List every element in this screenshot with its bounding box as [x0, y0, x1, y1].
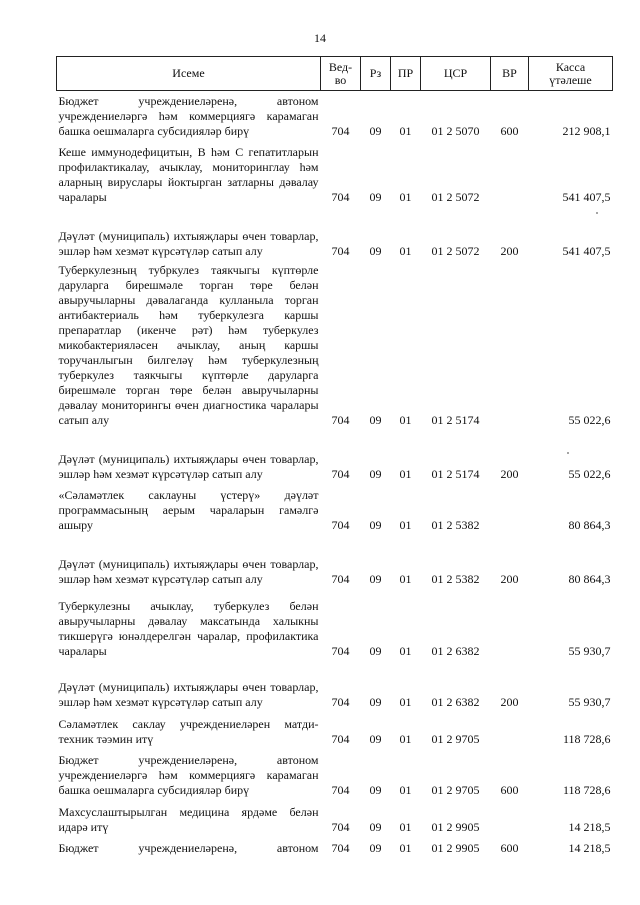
row-amount: 541 407,5: [562, 190, 611, 204]
row-ved: 704: [331, 695, 350, 709]
row-ved: 704: [331, 820, 350, 834]
header-pr: ПР: [391, 57, 421, 91]
row-name: «Сәламәтлек саклауны үстерү» дәүләт программасының аерым чараларын гамәлгә ашыру: [58, 488, 319, 532]
row-ved: 704: [331, 841, 350, 855]
row-csr: 01 2 5174: [431, 413, 480, 427]
row-vr: [491, 710, 529, 747]
table-row: [57, 428, 613, 482]
row-pr: 01: [399, 695, 412, 709]
page-number: 14: [314, 31, 326, 45]
row-name: Махсуслаштырылган медицина ярдәме белән идарә итү: [58, 805, 319, 834]
row-vr: 200: [500, 572, 519, 586]
table-row: [57, 139, 613, 205]
row-name: Бюджет учреждениеләренә, автоном учреждениеләргә һәм коммерциягә карамаган башка оешмаларга субсидияләр бирү: [58, 94, 319, 138]
row-ved: 704: [331, 783, 350, 797]
scan-speck: [596, 212, 598, 214]
row-amount: 14 218,5: [568, 820, 611, 834]
row-vr: 600: [500, 841, 519, 855]
row-vr: 600: [500, 124, 519, 138]
row-amount: 80 864,3: [568, 518, 611, 532]
row-csr: 01 2 6382: [431, 644, 480, 658]
table-row: [57, 205, 613, 259]
row-rz: 09: [369, 695, 382, 709]
row-rz: 09: [369, 841, 382, 855]
row-ved: 704: [331, 572, 350, 586]
row-rz: 09: [369, 244, 382, 258]
row-csr: 01 2 5382: [431, 518, 480, 532]
row-name: Бюджет учреждениеләренә, автоном: [58, 841, 319, 855]
row-name: Туберкулезның тубркулез таякчыгы күптөрле даруларга бирешмәле торган төре белән авыручыларны дәвалаганда кулланыла торган антибактериаль һәм туберкулезга каршы препаратлар (икенче рәт) һәм туберкулез микобактерияләсен ачыклау, аның каршы торучанлыгын билгеләү һәм туберкулезның туберкулез таякчыгы күптөрле даруларга бирешмәле торган төре белән авыручыларны дәвалау мониторингы өчен диагностика чаралары сатып алу: [58, 263, 319, 427]
row-pr: 01: [399, 732, 412, 746]
row-csr: 01 2 5174: [431, 467, 480, 481]
row-amount: 55 022,6: [568, 467, 611, 481]
row-amount: 212 908,1: [562, 124, 611, 138]
row-pr: 01: [399, 841, 412, 855]
row-csr: 01 2 5382: [431, 572, 480, 586]
row-vr: [491, 482, 529, 533]
header-csr: ЦСР: [421, 57, 491, 91]
row-rz: 09: [369, 732, 382, 746]
row-pr: 01: [399, 572, 412, 586]
header-name: Исеме: [57, 57, 321, 91]
row-name: Дәүләт (муниципаль) ихтыяҗлары өчен товарлар, эшләр һәм хезмәт күрсәтүләр сатып алу: [58, 680, 319, 709]
row-ved: 704: [331, 190, 350, 204]
row-amount: 55 930,7: [568, 644, 611, 658]
row-pr: 01: [399, 413, 412, 427]
row-pr: 01: [399, 518, 412, 532]
table-row: [57, 710, 613, 747]
header-kassa: Касса үтәлеше: [529, 57, 613, 91]
row-amount: 541 407,5: [562, 244, 611, 258]
row-name: Дәүләт (муниципаль) ихтыяҗлары өчен товарлар, эшләр һәм хезмәт күрсәтүләр сатып алу: [58, 229, 319, 258]
row-name: Дәүләт (муниципаль) ихтыяҗлары өчен товарлар, эшләр һәм хезмәт күрсәтүләр сатып алу: [58, 452, 319, 481]
row-rz: 09: [369, 413, 382, 427]
row-name: Дәүләт (муниципаль) ихтыяҗлары өчен товарлар, эшләр һәм хезмәт күрсәтүләр сатып алу: [58, 557, 319, 586]
row-csr: 01 2 5072: [431, 244, 480, 258]
row-csr: 01 2 9905: [431, 841, 480, 855]
row-pr: 01: [399, 783, 412, 797]
row-name: Туберкулезны ачыклау, туберкулез белән авыручыларны дәвалау максатында халыкны тикшерүгә юнәлдерелгән чаралар, профилактика чаралары: [58, 599, 319, 658]
row-ved: 704: [331, 467, 350, 481]
row-csr: 01 2 9705: [431, 783, 480, 797]
row-pr: 01: [399, 124, 412, 138]
table-row: [57, 91, 613, 140]
row-amount: 80 864,3: [568, 572, 611, 586]
row-csr: 01 2 5072: [431, 190, 480, 204]
row-ved: 704: [331, 518, 350, 532]
row-rz: 09: [369, 518, 382, 532]
row-ved: 704: [331, 244, 350, 258]
row-ved: 704: [331, 732, 350, 746]
row-csr: 01 2 6382: [431, 695, 480, 709]
header-ved: Вед- во: [321, 57, 361, 91]
row-csr: 01 2 9705: [431, 732, 480, 746]
row-pr: 01: [399, 467, 412, 481]
row-pr: 01: [399, 644, 412, 658]
row-rz: 09: [369, 124, 382, 138]
scan-speck: [567, 452, 569, 454]
table-row: [57, 482, 613, 533]
budget-table: [56, 56, 613, 859]
row-rz: 09: [369, 467, 382, 481]
row-amount: 118 728,6: [562, 783, 611, 797]
row-vr: [491, 259, 529, 428]
row-vr: [491, 798, 529, 835]
row-vr: 200: [500, 695, 519, 709]
table-row: [57, 587, 613, 659]
row-rz: 09: [369, 783, 382, 797]
table-row: [57, 533, 613, 587]
row-csr: 01 2 9905: [431, 820, 480, 834]
row-name: Сәламәтлек саклау учреждениеләрен матди-техник тәэмин итү: [58, 717, 319, 746]
row-rz: 09: [369, 644, 382, 658]
row-vr: 200: [500, 467, 519, 481]
table-row: [57, 659, 613, 710]
row-ved: 704: [331, 644, 350, 658]
row-name: Кеше иммунодефицитын, В һәм С гепатитларын профилактикалау, ачыклау, мониторинглау һәм аларның вируслары йоктырган затларны дәвалау чаралары: [58, 145, 319, 204]
row-rz: 09: [369, 190, 382, 204]
row-amount: 118 728,6: [562, 732, 611, 746]
row-pr: 01: [399, 190, 412, 204]
row-ved: 704: [331, 413, 350, 427]
row-amount: 55 930,7: [568, 695, 611, 709]
table-row: [57, 835, 613, 859]
row-vr: [491, 139, 529, 205]
table-row: [57, 798, 613, 835]
row-rz: 09: [369, 820, 382, 834]
row-vr: 600: [500, 783, 519, 797]
row-pr: 01: [399, 244, 412, 258]
table-row: [57, 747, 613, 798]
row-csr: 01 2 5070: [431, 124, 480, 138]
header-rz: Рз: [361, 57, 391, 91]
row-ved: 704: [331, 124, 350, 138]
row-pr: 01: [399, 820, 412, 834]
header-vr: ВР: [491, 57, 529, 91]
row-amount: 14 218,5: [568, 841, 611, 855]
row-vr: [491, 587, 529, 659]
row-rz: 09: [369, 572, 382, 586]
row-amount: 55 022,6: [568, 413, 611, 427]
row-name: Бюджет учреждениеләренә, автоном учреждениеләргә һәм коммерциягә карамаган башка оешмаларга субсидияләр бирү: [58, 753, 319, 797]
header-row: [57, 57, 613, 91]
row-vr: 200: [500, 244, 519, 258]
table-row: [57, 259, 613, 428]
